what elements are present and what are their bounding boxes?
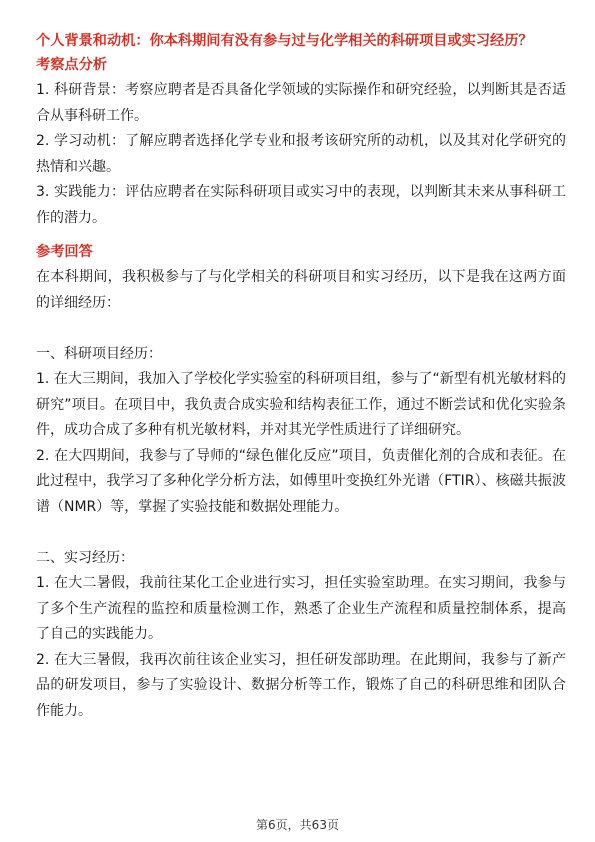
internship-title: 二、实习经历： xyxy=(36,549,134,566)
analysis-item: 3. 实践能力：评估应聘者在实际科研项目或实习中的表现，以判断其未来从事科研工作的潜力。 xyxy=(36,184,566,226)
research-title: 一、科研项目经历： xyxy=(36,345,162,362)
spacer xyxy=(36,231,566,239)
spacer xyxy=(36,316,566,342)
analysis-heading: 考察点分析 xyxy=(36,57,107,73)
research-item: 1. 在大三期间，我加入了学校化学实验室的科研项目组，参与了“新型有机光敏材料的研究”项目。在项目中，我负责合成实验和结构表征工作，通过不断尝试和优化实验条件，成功合成了多种有机光敏材料，并对其光学性质进行了详细研究。 xyxy=(36,371,566,438)
research-item: 2. 在大四期间，我参与了导师的“绿色催化反应”项目，负责催化剂的合成和表征。在此过程中，我学习了多种化学分析方法，如傅里叶变换红外光谱（FTIR）、核磁共振波谱（NMR）等，掌握了实验技能和数据处理能力。 xyxy=(36,447,566,515)
internship-item: 2. 在大三暑假，我再次前往该企业实习，担任研发部助理。在此期间，我参与了新产品的研发项目，参与了实验设计、数据分析等工作，锻炼了自己的科研思维和团队合作能力。 xyxy=(36,651,566,719)
spacer xyxy=(36,520,566,546)
analysis-item: 2. 学习动机：了解应聘者选择化学专业和报考该研究所的动机，以及其对化学研究的热情和兴趣。 xyxy=(36,133,566,175)
question-heading: 个人背景和动机：你本科期间有没有参与过与化学相关的科研项目或实习经历？ xyxy=(36,33,533,49)
page-number: 第6页，共63页 xyxy=(256,818,339,832)
internship-item: 1. 在大二暑假，我前往某化工企业进行实习，担任实验室助理。在实习期间，我参与了多个生产流程的监控和质量检测工作，熟悉了企业生产流程和质量控制体系，提高了自己的实践能力。 xyxy=(36,575,566,642)
answer-heading: 参考回答 xyxy=(36,244,93,260)
answer-intro: 在本科期间，我积极参与了与化学相关的科研项目和实习经历，以下是我在这两方面的详细经历： xyxy=(36,269,566,311)
page-content xyxy=(36,30,566,724)
analysis-item: 1. 科研背景：考察应聘者是否具备化学领域的实际操作和研究经验，以判断其是否适合从事科研工作。 xyxy=(36,82,566,124)
